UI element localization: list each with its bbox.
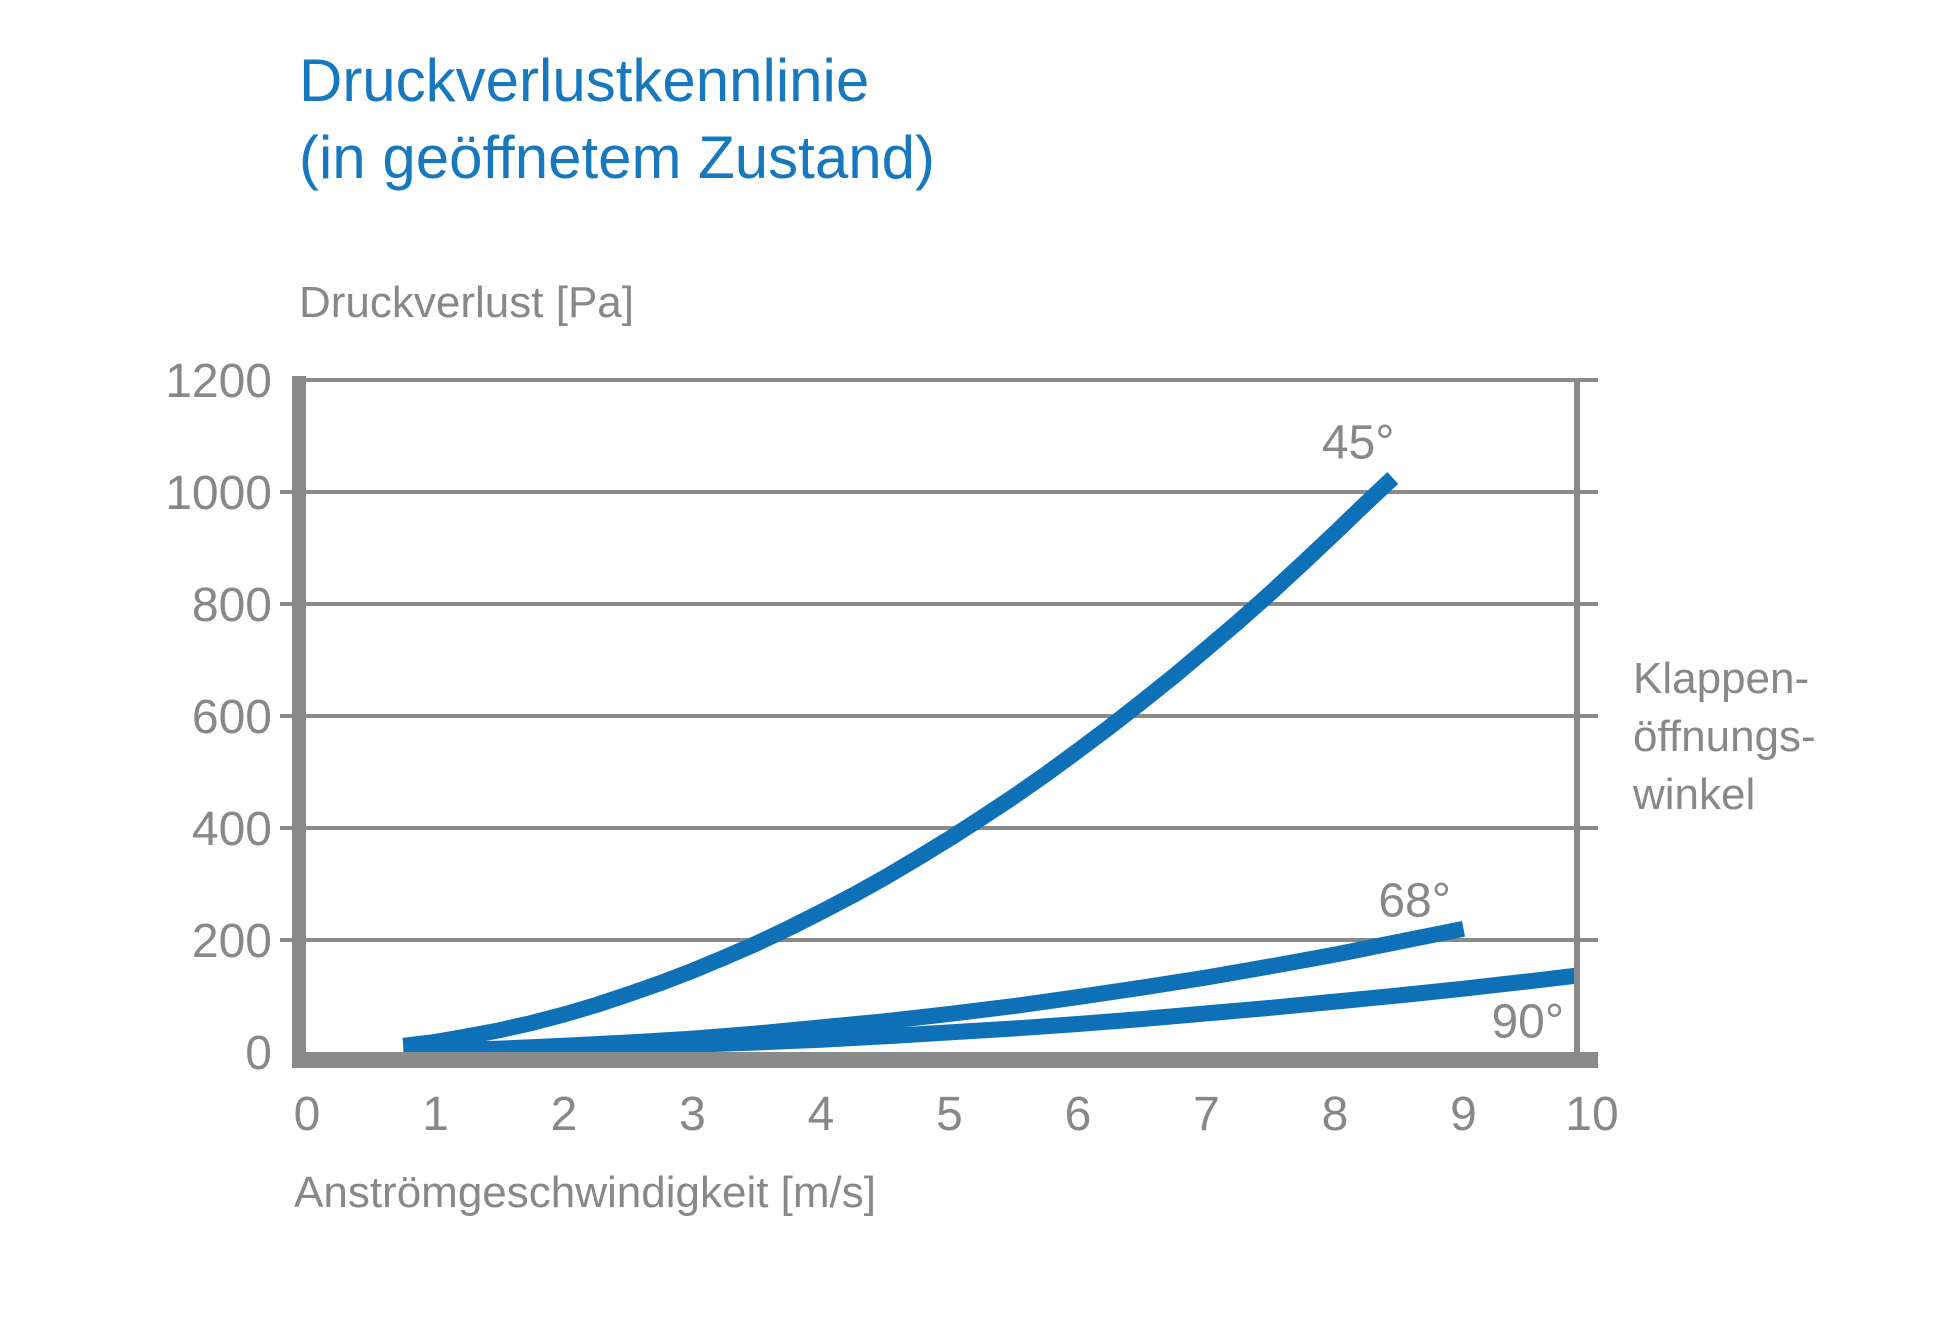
legend-line-1: Klappen- xyxy=(1633,654,1810,703)
y-tick-label-800: 800 xyxy=(191,579,272,632)
x-axis-line xyxy=(292,1052,1598,1068)
gridline-1200 xyxy=(292,378,1598,382)
x-tick-label-2: 2 xyxy=(550,1088,578,1141)
legend-line-2: öffnungs- xyxy=(1633,712,1816,761)
curve-label-90deg: 90° xyxy=(1491,995,1565,1049)
curve-label-68deg: 68° xyxy=(1378,874,1451,928)
x-tick-label-0: 0 xyxy=(293,1088,321,1141)
gridline-800 xyxy=(280,602,1598,606)
x-tick-label-5: 5 xyxy=(936,1088,963,1141)
x-tick-label-10: 10 xyxy=(1565,1088,1619,1141)
x-tick-label-3: 3 xyxy=(679,1088,706,1141)
y-tick-label-600: 600 xyxy=(191,691,272,744)
x-tick-label-8: 8 xyxy=(1321,1088,1349,1141)
gridline-1000 xyxy=(280,490,1598,494)
plot-right-border xyxy=(1574,380,1580,1052)
x-tick-label-9: 9 xyxy=(1450,1088,1477,1141)
x-tick-label-6: 6 xyxy=(1064,1088,1092,1141)
y-tick-label-400: 400 xyxy=(191,803,272,856)
y-axis-title: Druckverlust [Pa] xyxy=(299,278,634,327)
gridline-400 xyxy=(280,826,1598,830)
legend-flap-opening-angle xyxy=(1633,650,1816,824)
chart-title-line2: (in geöffnetem Zustand) xyxy=(299,124,935,191)
x-tick-label-7: 7 xyxy=(1193,1088,1220,1141)
y-tick-label-0: 0 xyxy=(245,1027,272,1080)
x-tick-label-1: 1 xyxy=(422,1088,449,1141)
curve-label-45deg: 45° xyxy=(1321,416,1395,470)
legend-line-3: winkel xyxy=(1633,770,1756,819)
gridline-600 xyxy=(280,714,1598,718)
chart-title-line1: Druckverlustkennlinie xyxy=(299,47,870,114)
y-tick-label-1000: 1000 xyxy=(165,467,272,520)
x-axis-title: Anströmgeschwindigkeit [m/s] xyxy=(294,1168,876,1217)
y-axis-line xyxy=(292,376,306,1068)
x-tick-label-4: 4 xyxy=(807,1088,835,1141)
y-tick-label-1200: 1200 xyxy=(165,355,272,408)
curve-45deg xyxy=(403,478,1392,1046)
y-tick-label-200: 200 xyxy=(191,915,272,968)
